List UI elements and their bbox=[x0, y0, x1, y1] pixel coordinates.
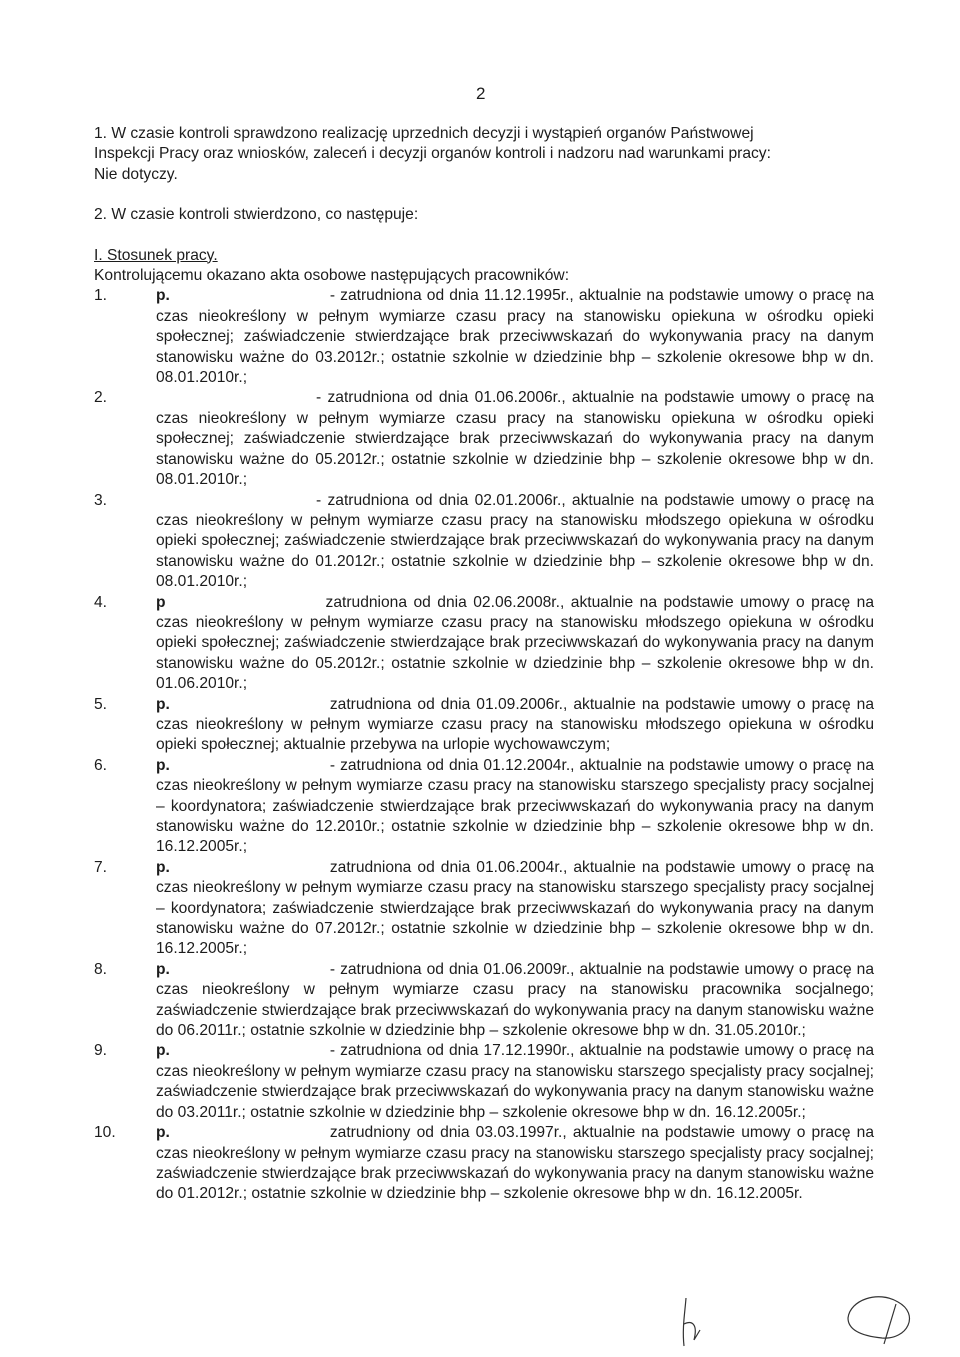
item-body bbox=[156, 1123, 874, 1205]
list-item bbox=[94, 1041, 874, 1123]
employment-heading: I. Stosunek pracy. bbox=[94, 246, 218, 264]
list-item bbox=[94, 858, 874, 960]
page-number: 2 bbox=[476, 84, 486, 103]
item-body bbox=[156, 388, 874, 490]
document-body bbox=[94, 124, 874, 1205]
item-body bbox=[156, 858, 874, 960]
list-item bbox=[94, 593, 874, 695]
employee-name: p. bbox=[156, 1124, 170, 1142]
employment-details: - zatrudniona od dnia 01.12.2004r., aktualnie na podstawie umowy o pracę na czas nieokreślony w pełnym wymiarze czasu pracy na stanowisku starszego specjalisty pracy socjalnej – koordynatora; zaświadczenie stwierdzające brak przeciwwskazań do wykonywania pracy na danym stanowisku ważne do 12.2010r.; ostatnie szkolnie w dziedzinie bhp – szkolenie okresowe bhp w dn. 16.12.2005r.; bbox=[156, 756, 874, 856]
employee-name: p. bbox=[156, 287, 170, 305]
employment-details: zatrudniona od dnia 01.09.2006r., aktualnie na podstawie umowy o pracę na czas nieokreślony w pełnym wymiarze czasu pracy na stanowisku młodszego opiekuna w ośrodku opieki społecznej; aktualnie przebywa na urlopie wychowawczym; bbox=[156, 695, 874, 754]
employment-details: zatrudniona od dnia 01.06.2004r., aktualnie na podstawie umowy o pracę na czas nieokreślony w pełnym wymiarze czasu pracy na stanowisku starszego specjalisty pracy socjalnej – koordynatora; zaświadczenie stwierdzające brak przeciwwskazań do wykonywania pracy na danym stanowisku ważne do 07.2012r.; ostatnie szkolnie w dziedzinie bhp – szkolenie okresowe bhp w dn. 16.12.2005r.; bbox=[156, 858, 874, 958]
section-1-line-2: Inspekcji Pracy oraz wniosków, zaleceń i decyzji organów kontroli i nadzoru nad warunkami pracy: bbox=[94, 145, 771, 163]
list-item bbox=[94, 388, 874, 490]
item-body bbox=[156, 593, 874, 695]
item-number: 6. bbox=[94, 756, 108, 774]
initials-mark bbox=[838, 1280, 928, 1350]
list-item bbox=[94, 491, 874, 593]
employee-name: p. bbox=[156, 1042, 170, 1060]
employment-details: zatrudniona od dnia 02.06.2008r., aktualnie na podstawie umowy o pracę na czas nieokreślony w pełnym wymiarze czasu pracy na stanowisku młodszego opiekuna w ośrodku opieki społecznej; zaświadczenie stwierdzające brak przeciwwskazań do wykonywania pracy na danym stanowisku ważne do 05.2012r.; ostatnie szkolnie w dziedzinie bhp – szkolenie okresowe bhp w dn. 01.06.2010r.; bbox=[156, 593, 874, 693]
employee-name: p. bbox=[156, 695, 170, 713]
item-body bbox=[156, 756, 874, 858]
item-body bbox=[156, 286, 874, 388]
employment-details: zatrudniony od dnia 03.03.1997r., aktualnie na podstawie umowy o pracę na czas nieokreślony w pełnym wymiarze czasu pracy na stanowisku starszego specjalisty pracy socjalnej; zaświadczenie stwierdzające brak przeciwwskazań do wykonywania pracy na danym stanowisku ważne do 01.2012r.; ostatnie szkolnie w dziedzinie bhp – szkolenie okresowe bhp w dn. 16.12.2005r. bbox=[156, 1124, 874, 1203]
item-number: 9. bbox=[94, 1042, 108, 1060]
section-2-heading: 2. W czasie kontroli stwierdzono, co następuje: bbox=[94, 206, 419, 224]
item-body bbox=[156, 491, 874, 593]
employee-name: p bbox=[156, 593, 166, 611]
item-number: 8. bbox=[94, 960, 108, 978]
list-item bbox=[94, 1123, 874, 1205]
employee-name: p. bbox=[156, 960, 170, 978]
employment-details: - zatrudniona od dnia 02.01.2006r., aktualnie na podstawie umowy o pracę na czas nieokreślony w pełnym wymiarze czasu pracy na stanowisku młodszego opiekuna w ośrodku opieki społecznej; zaświadczenie stwierdzające brak przeciwwskazań do wykonywania pracy na danym stanowisku ważne do 01.2012r.; ostatnie szkolnie w dziedzinie bhp – szkolenie okresowe bhp w dn. 08.01.2010r.; bbox=[156, 491, 874, 591]
employment-details: - zatrudniona od dnia 01.06.2009r., aktualnie na podstawie umowy o pracę na czas nieokreślony w pełnym wymiarze czasu pracy na stanowisku pracownika socjalnego; zaświadczenie stwierdzające brak przeciwwskazań do wykonywania pracy na danym stanowisku ważne do 06.2011r.; ostatnie szkolnie w dziedzinie bhp – szkolenie okresowe bhp w dn. 31.05.2010r.; bbox=[156, 960, 874, 1040]
list-item bbox=[94, 695, 874, 756]
section-1-line-1: 1. W czasie kontroli sprawdzono realizację uprzednich decyzji i wystąpień organów Państwowej bbox=[94, 125, 754, 142]
item-body bbox=[156, 960, 874, 1042]
item-number: 7. bbox=[94, 858, 108, 876]
item-number: 4. bbox=[94, 593, 108, 611]
section-1-line-3: Nie dotyczy. bbox=[94, 165, 178, 183]
item-number: 2. bbox=[94, 389, 108, 407]
item-number: 5. bbox=[94, 695, 108, 713]
employee-name: p. bbox=[156, 858, 170, 876]
employee-list bbox=[94, 286, 874, 1204]
employment-details: - zatrudniona od dnia 17.12.1990r., aktualnie na podstawie umowy o pracę na czas nieokreślony w pełnym wymiarze czasu pracy na stanowisku starszego specjalisty pracy socjalnej; zaświadczenie stwierdzające brak przeciwwskazań do wykonywania pracy na danym stanowisku ważne do 03.2011r.; ostatnie szkolnie w dziedzinie bhp – szkolenie okresowe bhp w dn. 16.12.2005r.; bbox=[156, 1042, 874, 1121]
employee-name: p. bbox=[156, 756, 170, 774]
list-item bbox=[94, 756, 874, 858]
item-number: 10. bbox=[94, 1124, 116, 1142]
item-number: 3. bbox=[94, 491, 108, 509]
list-item bbox=[94, 960, 874, 1042]
signature-mark bbox=[678, 1294, 708, 1350]
item-body bbox=[156, 1041, 874, 1123]
employment-details: - zatrudniona od dnia 01.06.2006r., aktualnie na podstawie umowy o pracę na czas nieokreślony w pełnym wymiarze czasu pracy na stanowisku opiekuna w ośrodku opieki społecznej; zaświadczenie stwierdzające brak przeciwwskazań do wykonywania pracy na danym stanowisku ważne do 05.2012r.; ostatnie szkolnie w dziedzinie bhp – szkolenie okresowe bhp w dn. 08.01.2010r.; bbox=[156, 389, 874, 489]
item-body bbox=[156, 695, 874, 756]
intro-text: Kontrolującemu okazano akta osobowe następujących pracowników: bbox=[94, 267, 570, 285]
item-number: 1. bbox=[94, 287, 108, 305]
list-item bbox=[94, 286, 874, 388]
employment-details: - zatrudniona od dnia 11.12.1995r., aktualnie na podstawie umowy o pracę na czas nieokreślony w pełnym wymiarze czasu pracy na stanowisku opiekuna w ośrodku opieki społecznej; zaświadczenie stwierdzające brak przeciwwskazań do wykonywania pracy na danym stanowisku ważne do 03.2012r.; ostatnie szkolnie w dziedzinie bhp – szkolenie okresowe bhp w dn. 08.01.2010r.; bbox=[156, 287, 874, 387]
